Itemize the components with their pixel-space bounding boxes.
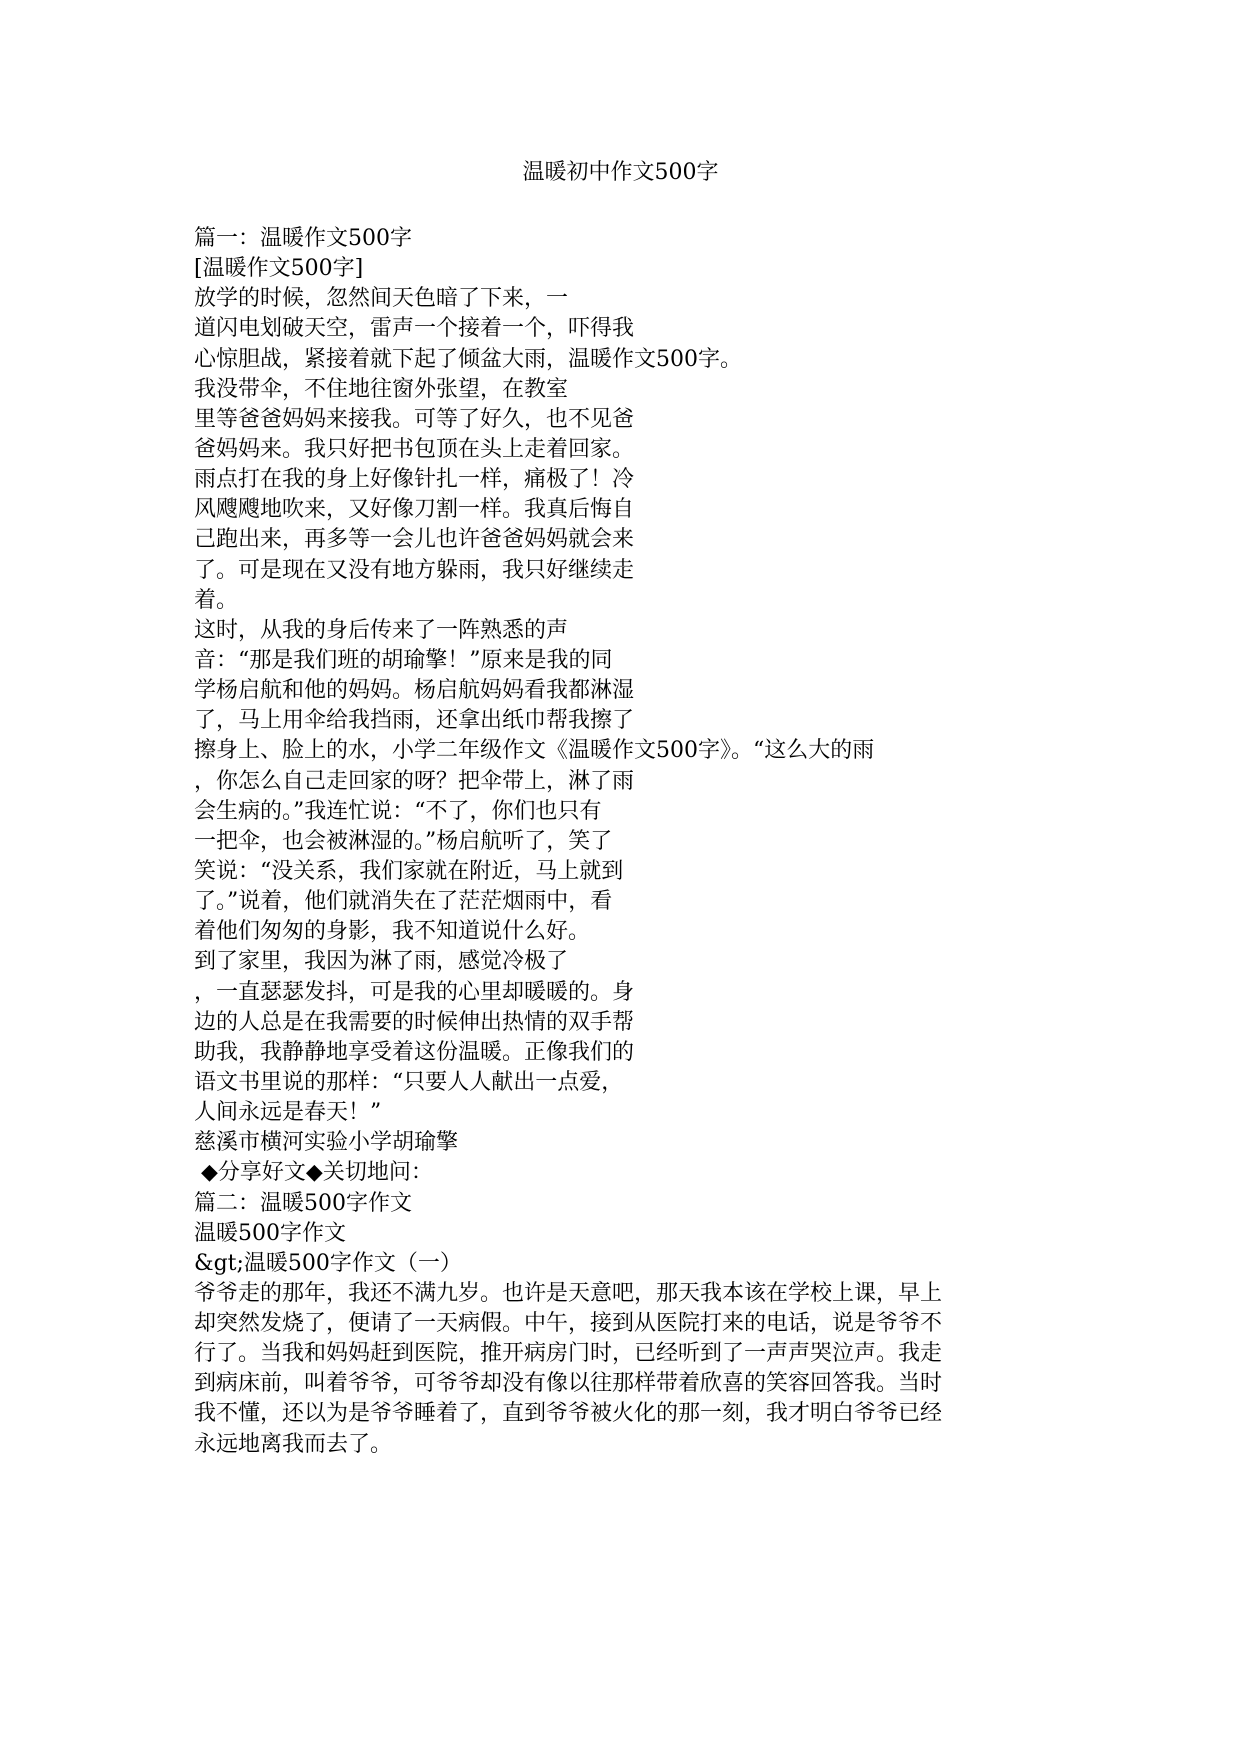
text-line: 我不懂，还以为是爷爷睡着了，直到爷爷被火化的那一刻，我才明白爷爷已经 [194, 1401, 943, 1427]
text-line: 着。 [194, 587, 239, 613]
text-line: [温暖作文500字] [194, 256, 364, 282]
text-line: 会生病的。”我连忙说：“不了，你们也只有 [194, 798, 602, 824]
text-line: 了。可是现在又没有地方躲雨，我只好继续走 [194, 557, 635, 583]
document-title: 温暖初中作文500字 [522, 160, 719, 185]
text-line: 雨点打在我的身上好像针扎一样，痛极了！冷 [194, 467, 635, 493]
text-line: 爷爷走的那年，我还不满九岁。也许是天意吧，那天我本该在学校上课，早上 [194, 1280, 943, 1306]
text-line: 到了家里，我因为淋了雨，感觉冷极了 [194, 949, 569, 975]
text-line: 爸妈妈来。我只好把书包顶在头上走着回家。 [194, 436, 635, 462]
text-line: &gt;温暖500字作文（一） [194, 1250, 462, 1276]
text-line: 篇一：温暖作文500字 [194, 226, 412, 251]
text-line: 助我，我静静地享受着这份温暖。正像我们的 [194, 1039, 635, 1065]
text-line: 笑说：“没关系，我们家就在附近，马上就到 [194, 858, 624, 884]
text-line: 到病床前，叫着爷爷，可爷爷却没有像以往那样带着欣喜的笑容回答我。当时 [194, 1371, 943, 1397]
text-line: 行了。当我和妈妈赶到医院，推开病房门时，已经听到了一声声哭泣声。我走 [194, 1341, 943, 1367]
section-heading: 篇二：温暖500字作文 [194, 1190, 412, 1216]
text-line: 擦身上、脸上的水，小学二年级作文《温暖作文500字》。“这么大的雨 [194, 738, 875, 764]
text-line: 心惊胆战，紧接着就下起了倾盆大雨，温暖作文500字。 [194, 346, 742, 372]
text-line: 慈溪市横河实验小学胡瑜擎 [194, 1130, 459, 1156]
text-line: ◆分享好文◆关切地问： [194, 1160, 433, 1186]
text-line: 了，马上用伞给我挡雨，还拿出纸巾帮我擦了 [194, 708, 635, 734]
text-line: 了。”说着，他们就消失在了茫茫烟雨中，看 [194, 889, 613, 915]
text-line: 边的人总是在我需要的时候伸出热情的双手帮 [194, 1009, 635, 1035]
text-line: 己跑出来，再多等一会儿也许爸爸妈妈就会来 [194, 527, 635, 553]
text-line: 这时，从我的身后传来了一阵熟悉的声 [194, 617, 569, 643]
text-line: 永远地离我而去了。 [194, 1431, 393, 1457]
text-line: 放学的时候，忽然间天色暗了下来，一 [194, 286, 569, 312]
text-line: ，一直瑟瑟发抖，可是我的心里却暖暖的。身 [194, 979, 635, 1005]
text-line: 语文书里说的那样：“只要人人献出一点爱， [194, 1069, 624, 1095]
text-line: 学杨启航和他的妈妈。杨启航妈妈看我都淋湿 [194, 678, 635, 704]
text-line: 风飕飕地吹来，又好像刀割一样。我真后悔自 [194, 497, 635, 523]
text-line: 我没带伞，不住地往窗外张望，在教室 [194, 376, 569, 402]
text-line: 道闪电划破天空，雷声一个接着一个，吓得我 [194, 316, 635, 342]
text-line: 温暖500字作文 [194, 1220, 346, 1246]
text-line: 里等爸爸妈妈来接我。可等了好久，也不见爸 [194, 406, 635, 432]
text-line: ，你怎么自己走回家的呀？把伞带上，淋了雨 [194, 768, 635, 794]
text-line: 着他们匆匆的身影，我不知道说什么好。 [194, 919, 591, 945]
document-body [194, 224, 1054, 1460]
text-line: 音：“那是我们班的胡瑜擎！”原来是我的同 [194, 647, 613, 673]
text-line: 人间永远是春天！” [194, 1100, 382, 1126]
text-line: 一把伞，也会被淋湿的。”杨启航听了，笑了 [194, 828, 613, 854]
text-line: 却突然发烧了，便请了一天病假。中午，接到从医院打来的电话，说是爷爷不 [194, 1311, 943, 1337]
